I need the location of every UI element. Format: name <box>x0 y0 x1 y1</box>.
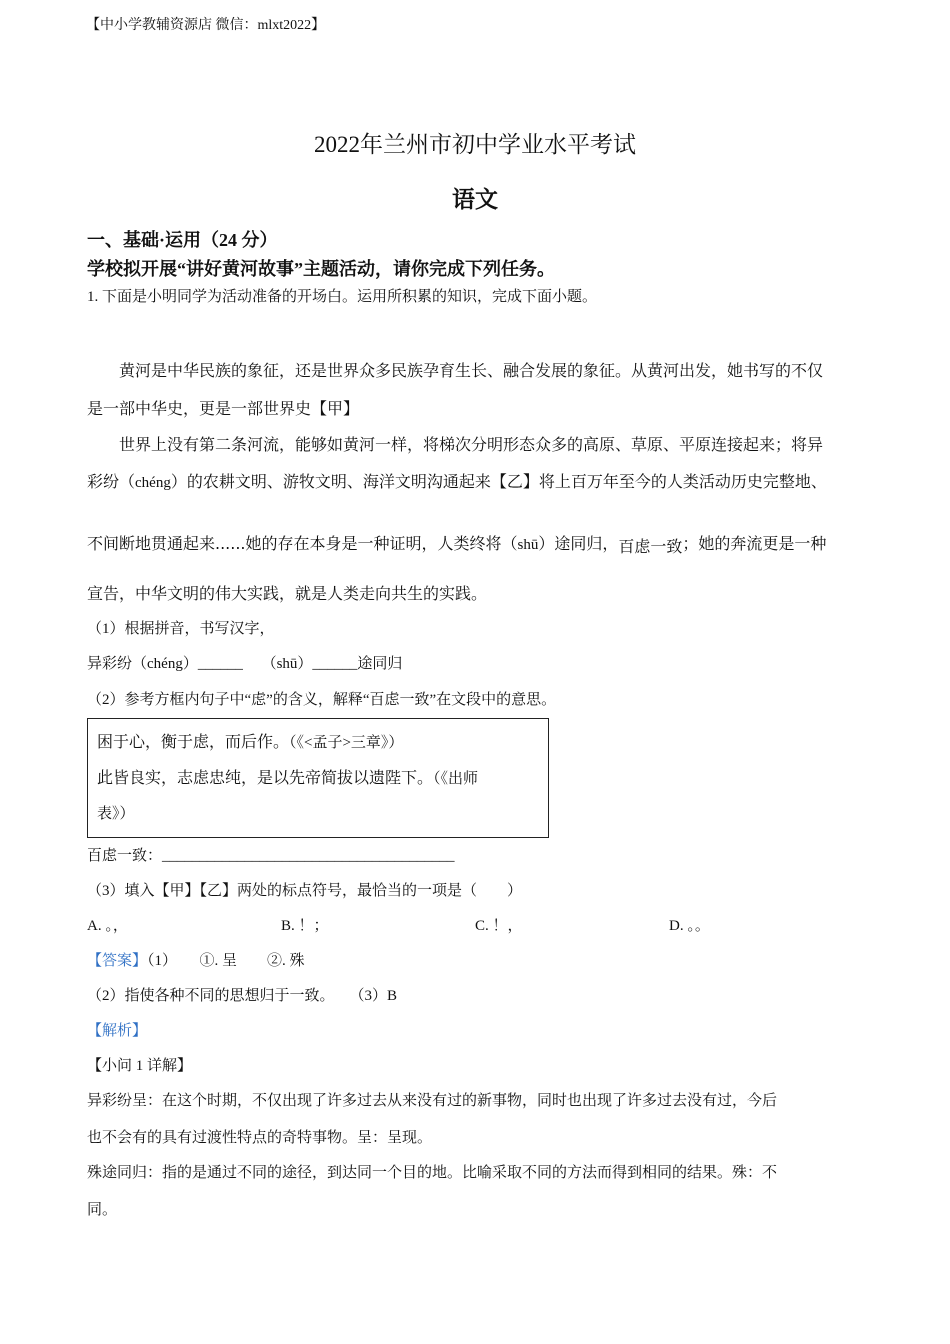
task-statement: 学校拟开展“讲好黄河故事”主题活动，请你完成下列任务。 <box>87 259 555 279</box>
passage-line: 是一部中华史，更是一部世界史【甲】 <box>87 399 360 418</box>
passage-text: ；她的奔流更是一种 <box>682 534 827 553</box>
analysis-text: 异彩纷呈：在这个时期，不仅出现了许多过去从来没有过的新事物，同时也出现了许多过去没有过，今后 <box>87 1093 778 1109</box>
section-heading: 一、基础·运用（24 分） <box>87 230 278 250</box>
highlight-phrase: 百虑一致 <box>618 537 683 556</box>
analysis-label: 【解析】 <box>87 1023 148 1039</box>
answer-blank: 百虑一致：_______________________________________ <box>87 848 455 864</box>
sub-question-2: （2）参考方框内句子中“虑”的含义，解释“百虑一致”在文段中的意思。 <box>87 692 557 708</box>
question-intro: 1. 下面是小明同学为活动准备的开场白。运用所积累的知识，完成下面小题。 <box>87 289 598 305</box>
pinyin-cheng: chéng <box>135 475 171 491</box>
box-line: 表》） <box>97 806 135 822</box>
answer-label: 【答案】 <box>87 953 148 969</box>
box-line <box>97 729 403 752</box>
header-note: 【中小学教辅资源店 微信：mlxt2022】 <box>86 18 326 33</box>
passage-line: 世界上没有第二条河流，能够如黄河一样，将梯次分明形态众多的高原、草原、平原连接起来；将异 <box>119 435 824 454</box>
analysis-text: 同。 <box>87 1202 118 1218</box>
passage-line: 宣告，中华文明的伟大实践，就是人类走向共生的实践。 <box>87 584 488 603</box>
option-c: C. ！， <box>475 918 523 934</box>
box-quote: 困于心，衡于虑，而后作。 <box>97 732 290 751</box>
option-d: D. 。。 <box>669 918 710 934</box>
sub-question-3: （3）填入【甲】【乙】两处的标点符号，最恰当的一项是（ ） <box>87 883 523 899</box>
box-source: （《出师 <box>433 771 479 787</box>
passage-line: 黄河是中华民族的象征，还是世界众多民族孕育生长、融合发展的象征。从黄河出发，她书写的不仅 <box>119 361 824 380</box>
pinyin-shu: shū <box>517 537 539 553</box>
subject-title: 语文 <box>452 187 498 212</box>
passage-text: ）的农耕文明、游牧文明、海洋文明沟通起来【乙】将上百万年至今的人类活动历史完整地、 <box>170 472 827 491</box>
passage-line <box>87 469 827 492</box>
box-line <box>97 765 478 788</box>
answer-line <box>87 949 305 970</box>
analysis-text: 也不会有的具有过渡性特点的奇特事物。呈：呈现。 <box>87 1130 433 1146</box>
passage-text: 不间断地贯通起来......她的存在本身是一种证明，人类终将（ <box>87 534 518 553</box>
option-a: A. 。， <box>87 918 128 934</box>
sub-question-1: （1）根据拼音，书写汉字， <box>87 621 275 637</box>
fill-blank-line: 异彩纷（chéng）______ （shū）______途同归 <box>87 656 403 672</box>
page-title: 2022年兰州市初中学业水平考试 <box>314 132 636 157</box>
passage-text: 彩纷（ <box>87 472 136 491</box>
answer-line: （2）指使各种不同的思想归于一致。 （3）B <box>87 988 398 1004</box>
passage-text: ）途同归， <box>538 534 619 553</box>
detail-title: 【小问 1 详解】 <box>87 1058 193 1074</box>
passage-line <box>87 531 826 554</box>
box-quote: 此皆良实，志虑忠纯，是以先帝简拔以遗陛下。 <box>97 768 434 787</box>
answer-text: （1） ①. 呈 ②. 殊 <box>147 953 305 969</box>
option-b: B. ！； <box>281 918 329 934</box>
analysis-text: 殊途同归：指的是通过不同的途径，到达同一个目的地。比喻采取不同的方法而得到相同的结果。殊：不 <box>87 1165 778 1181</box>
box-source: （《<孟子>三章》） <box>289 735 404 751</box>
